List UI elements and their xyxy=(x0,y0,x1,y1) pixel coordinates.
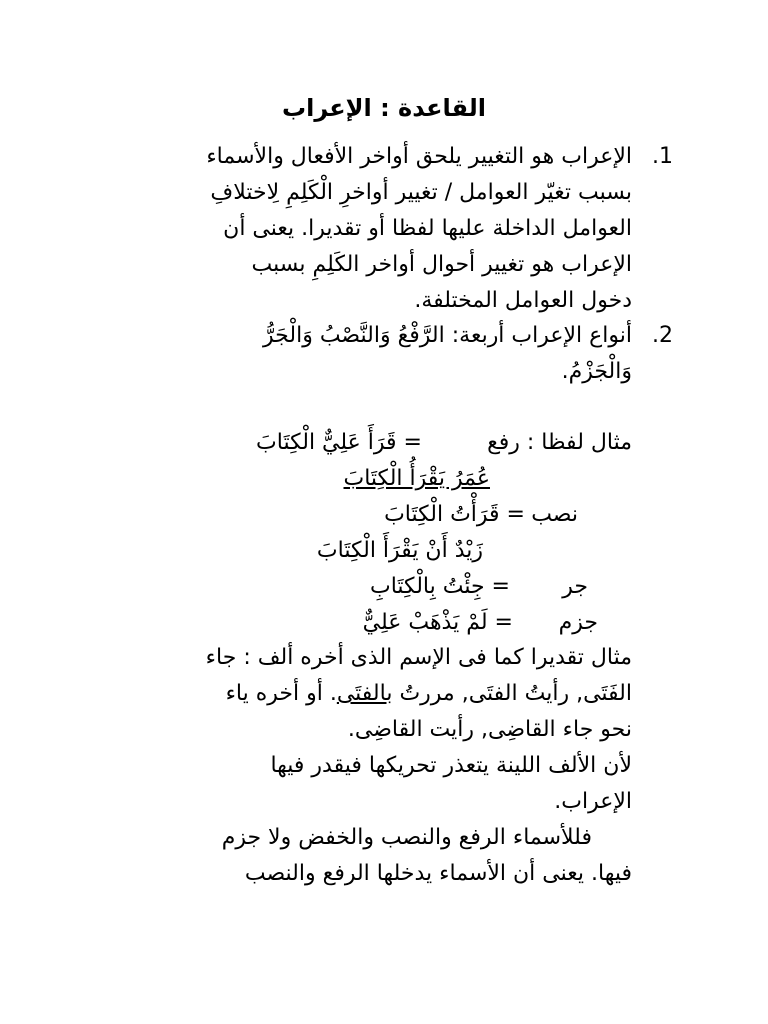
taqdiran-line-3: نحو جاء القاضِى, رأيت القاضِى. xyxy=(347,717,632,742)
page-title: القاعدة : الإعراب xyxy=(281,94,487,122)
jazm-label: جزم xyxy=(558,610,598,635)
taqdiran-line-5: الإعراب. xyxy=(554,789,632,814)
list-number-1: .1 xyxy=(652,144,673,169)
item1-line-1: الإعراب هو التغيير يلحق أواخر الأفعال والأسماء xyxy=(206,144,632,169)
example-raf-1: = قَرَأَ عَلِيٌّ الْكِتَابَ xyxy=(256,430,422,455)
example-jarr-1: = جِئْتُ بِالْكِتَابِ xyxy=(370,574,510,599)
jarr-label: جر xyxy=(562,574,588,599)
taqdiran-line-4: لأن الألف اللينة يتعذر تحريكها فيقدر فيها xyxy=(270,753,632,778)
item2-line-2: وَالْجَزْمُ. xyxy=(561,359,632,384)
item1-line-5: دخول العوامل المختلفة. xyxy=(414,288,632,313)
example-raf-2: عُمَرُ يَقْرَأُ الْكِتَابَ xyxy=(343,466,490,491)
taqdiran-line-2-part-c: . أو أخره ياء xyxy=(225,681,337,706)
list-number-2: .2 xyxy=(652,323,673,348)
nasb-label: نصب xyxy=(531,502,578,527)
example-nasb-2: زَيْدٌ أَنْ يَقْرَأَ الْكِتَابَ xyxy=(316,538,483,563)
item1-line-2: بسبب تغيّر العوامل / تغيير أواخرِ الْكَلِمِ لِاختلافِ xyxy=(210,180,632,205)
taqdiran-line-7: فيها. يعنى أن الأسماء يدخلها الرفع والنصب xyxy=(244,861,632,886)
taqdiran-line-2-part-a: الفَتَى, رأيتُ الفتَى, مررتُ xyxy=(392,681,632,706)
taqdiran-line-6: فللأسماء الرفع والنصب والخفض ولا جزم xyxy=(221,825,592,850)
example-jazm-1: = لَمْ يَذْهَبْ عَلِيٌّ xyxy=(362,610,513,635)
taqdiran-line-2-underlined: بالفتَى xyxy=(336,681,393,706)
taqdiran-line-2 xyxy=(226,676,632,712)
taqdiran-line-1: مثال تقديرا كما فى الإسم الذى أخره ألف : جاء xyxy=(205,645,632,670)
example-lafzan-intro: مثال لفظا : رفع xyxy=(487,430,632,455)
item1-line-4: الإعراب هو تغيير أحوال أواخر الكَلِمِ بسبب xyxy=(251,252,632,277)
example-nasb-1: = قَرَأْتُ الْكِتَابَ xyxy=(384,502,525,527)
item2-line-1: أنواع الإعراب أربعة: الرَّفْعُ وَالنَّصْبُ وَالْجَرُّ xyxy=(263,323,632,348)
item1-line-3: العوامل الداخلة عليها لفظا أو تقديرا. يعنى أن xyxy=(223,216,632,241)
